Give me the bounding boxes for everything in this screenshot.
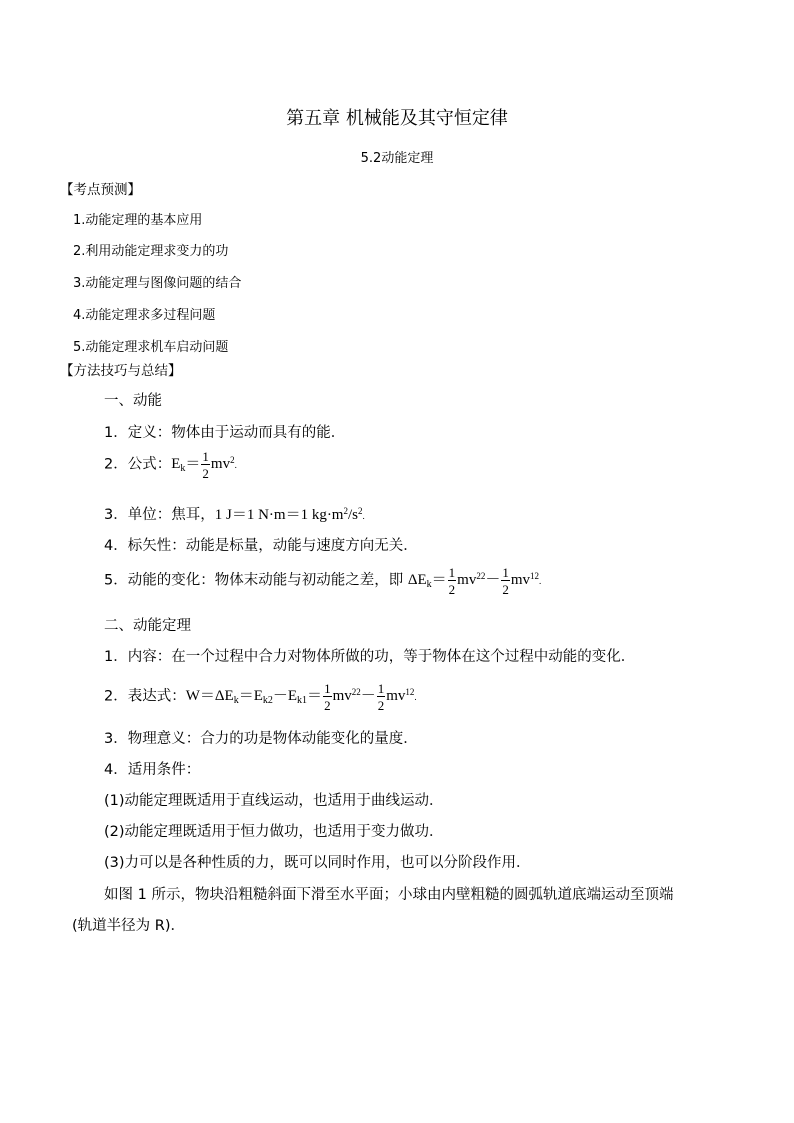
- part2-heading: 二、动能定理: [104, 618, 191, 634]
- exam-item-4: 4.动能定理求多过程问题: [73, 308, 216, 323]
- methods-heading: 【方法技巧与总结】: [60, 363, 182, 379]
- part1-definition: 1．定义：物体由于运动而具有的能．: [104, 425, 346, 441]
- part1-change: [104, 566, 541, 596]
- formula-label: 2．公式：: [104, 456, 172, 473]
- change-label: 5．动能的变化：物体末动能与初动能之差，即: [104, 572, 408, 589]
- condition-1: (1)动能定理既适用于直线运动，也适用于曲线运动．: [104, 793, 444, 809]
- exam-item-1: 1.动能定理的基本应用: [73, 213, 203, 228]
- section-title: 5.2动能定理: [360, 151, 434, 166]
- exam-item-2: 2.利用动能定理求变力的功: [73, 244, 229, 259]
- example-paragraph-line-1: 如图 1 所示，物块沿粗糙斜面下滑至水平面；小球由内壁粗糙的圆弧轨道底端运动至顶端: [104, 887, 674, 903]
- part1-heading: 一、动能: [104, 393, 162, 409]
- part2-meaning: 3．物理意义：合力的功是物体动能变化的量度．: [104, 731, 418, 747]
- kinetic-energy-formula: $E_k=$ $\frac{1}{2}$ $mv^2$.: [171, 449, 237, 481]
- expression-label: 2．表达式：: [104, 688, 186, 705]
- example-paragraph-line-2: (轨道半径为 R)．: [72, 918, 185, 934]
- unit-conversion: 1 J＝1 N·m＝1 $kg\cdot m^2/s^2$.: [214, 506, 365, 523]
- part2-conditions: 4．适用条件：: [104, 762, 201, 778]
- energy-change-formula: $\Delta E_k=$ $\frac{1}{2}$ $mv^{22}-$ $\frac{1}{2}$ $mv^{12}$.: [407, 565, 542, 597]
- part2-content: 1．内容：在一个过程中合力对物体所做的功，等于物体在这个过程中动能的变化．: [104, 649, 636, 665]
- work-energy-formula: $W=\Delta E_k=E_{k2}-E_{k1}=$ $\frac{1}{2}$ $mv^{22}-$ $\frac{1}{2}$ $mv^{12}$.: [185, 681, 417, 713]
- exam-heading: 【考点预测】: [60, 182, 141, 198]
- part2-expression: [104, 682, 417, 712]
- condition-2: (2)动能定理既适用于恒力做功，也适用于变力做功．: [104, 824, 444, 840]
- unit-label: 3．单位：焦耳，: [104, 507, 215, 523]
- part1-formula: [104, 450, 237, 480]
- chapter-title: 第五章 机械能及其守恒定律: [286, 108, 508, 129]
- exam-item-3: 3.动能定理与图像问题的结合: [73, 276, 242, 291]
- part1-scalar: 4．标矢性：动能是标量，动能与速度方向无关．: [104, 538, 418, 554]
- condition-3: (3)力可以是各种性质的力，既可以同时作用，也可以分阶段作用．: [104, 855, 531, 871]
- part1-unit: [104, 503, 365, 524]
- exam-item-5: 5.动能定理求机车启动问题: [73, 340, 229, 355]
